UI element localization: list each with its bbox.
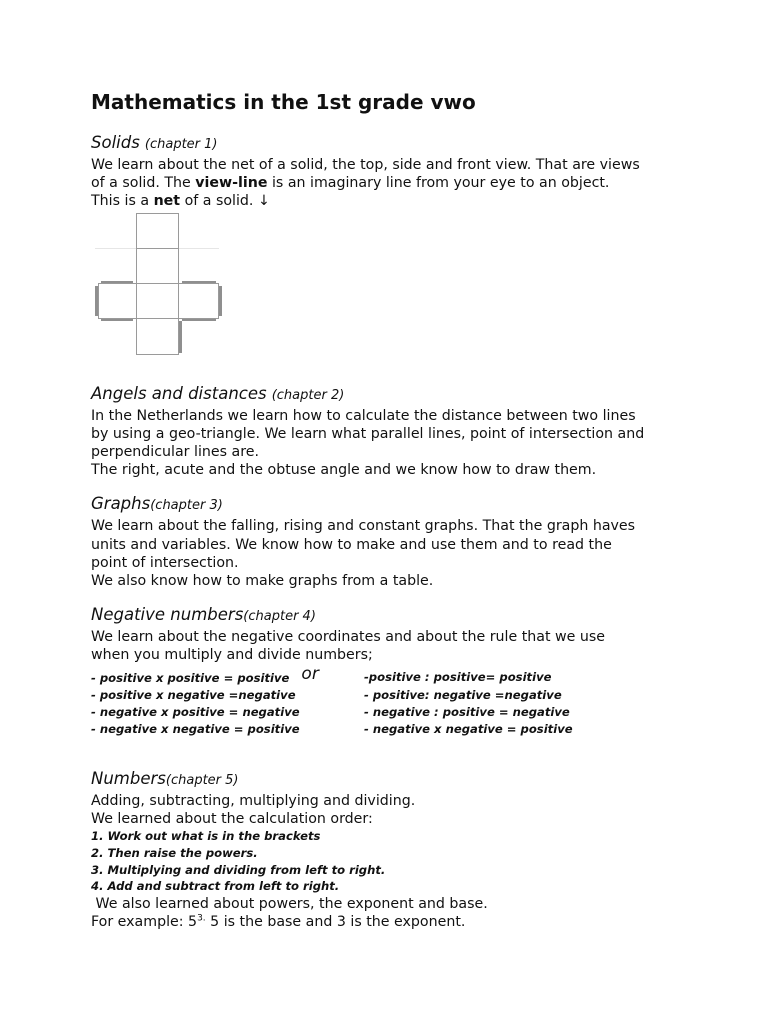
rule-left-4: - negative x negative = positive xyxy=(91,721,300,736)
section-heading-graphs xyxy=(91,493,691,517)
net-flap-left xyxy=(95,286,98,316)
angles-line: by using a geo-triangle. We learn what parallel lines, point of intersection and xyxy=(91,425,645,442)
document-page xyxy=(91,88,691,932)
net-flap-left-top xyxy=(101,281,133,283)
order-step-1: 1. Work out what is in the brackets xyxy=(91,829,321,844)
angles-line: In the Netherlands we learn how to calculate the distance between two lines xyxy=(91,407,636,424)
numbers-chapter: (chapter 5) xyxy=(165,772,239,788)
negative-heading: Negative numbers xyxy=(91,605,244,625)
numbers-line: We learned about the calculation order: xyxy=(91,810,373,827)
view-line-term: view-line xyxy=(195,175,268,192)
negative-line: We learn about the negative coordinates and about the rule that we use xyxy=(91,629,605,646)
rule-left-1 xyxy=(91,663,364,687)
net-face-upper xyxy=(136,248,179,284)
numbers-example-line xyxy=(91,913,691,931)
graphs-line: We learn about the falling, rising and constant graphs. That the graph haves xyxy=(91,518,636,535)
or-word: or xyxy=(301,663,319,684)
graphs-line: We also know how to make graphs from a table. xyxy=(91,573,434,590)
angles-heading: Angels and distances xyxy=(91,383,267,403)
section-heading-numbers xyxy=(91,768,691,792)
solids-line-2-text: of a solid. The xyxy=(91,175,196,192)
net-face-center xyxy=(136,283,179,319)
order-step-2: 2. Then raise the powers. xyxy=(91,845,258,860)
cube-net-figure xyxy=(93,213,233,365)
solids-line-3-rest: of a solid. ↓ xyxy=(180,193,270,210)
example-rest: 5 is the base and 3 is the exponent. xyxy=(205,914,466,931)
rule-left-1-text: - positive x positive = positive xyxy=(91,670,290,685)
net-flap-right-bottom xyxy=(182,319,216,321)
graphs-chapter: (chapter 3) xyxy=(150,498,223,514)
numbers-line: Adding, subtracting, multiplying and dividing. xyxy=(91,792,416,809)
rule-right-3: - negative : positive = negative xyxy=(364,704,570,719)
numbers-after-line: We also learned about powers, the exponent and base. xyxy=(91,896,488,913)
graphs-line: units and variables. We know how to make and use them and to read the xyxy=(91,536,612,553)
solids-line-2 xyxy=(91,174,691,192)
net-face-left xyxy=(98,283,137,319)
rule-right-4: - negative x negative = positive xyxy=(364,721,573,736)
rule-left-2: - positive x negative =negative xyxy=(91,687,296,702)
graphs-line: point of intersection. xyxy=(91,554,239,571)
page-title: Mathematics in the 1st grade vwo xyxy=(91,90,476,114)
solids-line-3 xyxy=(91,192,691,210)
net-flap-right-top xyxy=(182,281,216,283)
order-step-3: 3. Multiplying and dividing from left to right. xyxy=(91,862,386,877)
solids-heading: Solids xyxy=(91,133,140,152)
solids-line-1: We learn about the net of a solid, the top, side and front view. That are views xyxy=(91,157,640,173)
section-heading-negative xyxy=(91,604,691,628)
solids-chapter: (chapter 1) xyxy=(144,137,218,152)
rule-left-3: - negative x positive = negative xyxy=(91,704,300,719)
negative-line: when you multiply and divide numbers; xyxy=(91,647,373,664)
negative-chapter: (chapter 4) xyxy=(243,609,316,625)
solids-line-2-rest: is an imaginary line from your eye to an object. xyxy=(267,175,610,192)
net-face-bottom xyxy=(136,318,179,355)
net-flap-right xyxy=(219,286,222,316)
section-heading-solids xyxy=(91,132,691,156)
angles-line: perpendicular lines are. xyxy=(91,444,259,461)
graphs-heading: Graphs xyxy=(91,494,151,514)
numbers-heading: Numbers xyxy=(91,768,166,788)
rule-right-2: - positive: negative =negative xyxy=(364,687,562,702)
net-flap-left-bottom xyxy=(101,319,133,321)
rule-right-1: -positive : positive= positive xyxy=(364,669,552,684)
net-term: net xyxy=(153,193,181,210)
sign-rules-table xyxy=(91,663,691,738)
net-face-top xyxy=(136,213,179,249)
net-flap-bottom xyxy=(179,321,182,353)
section-heading-angles xyxy=(91,383,691,407)
angles-chapter: (chapter 2) xyxy=(271,387,345,403)
order-step-4: 4. Add and subtract from left to right. xyxy=(91,879,340,894)
example-text: For example: 5 xyxy=(91,914,198,931)
angles-line: The right, acute and the obtuse angle and we know how to draw them. xyxy=(91,462,597,479)
net-face-right xyxy=(178,283,219,319)
solids-line-3-text: This is a xyxy=(91,193,154,210)
example-exponent: 3. xyxy=(197,913,206,924)
calculation-order-list xyxy=(91,828,691,895)
